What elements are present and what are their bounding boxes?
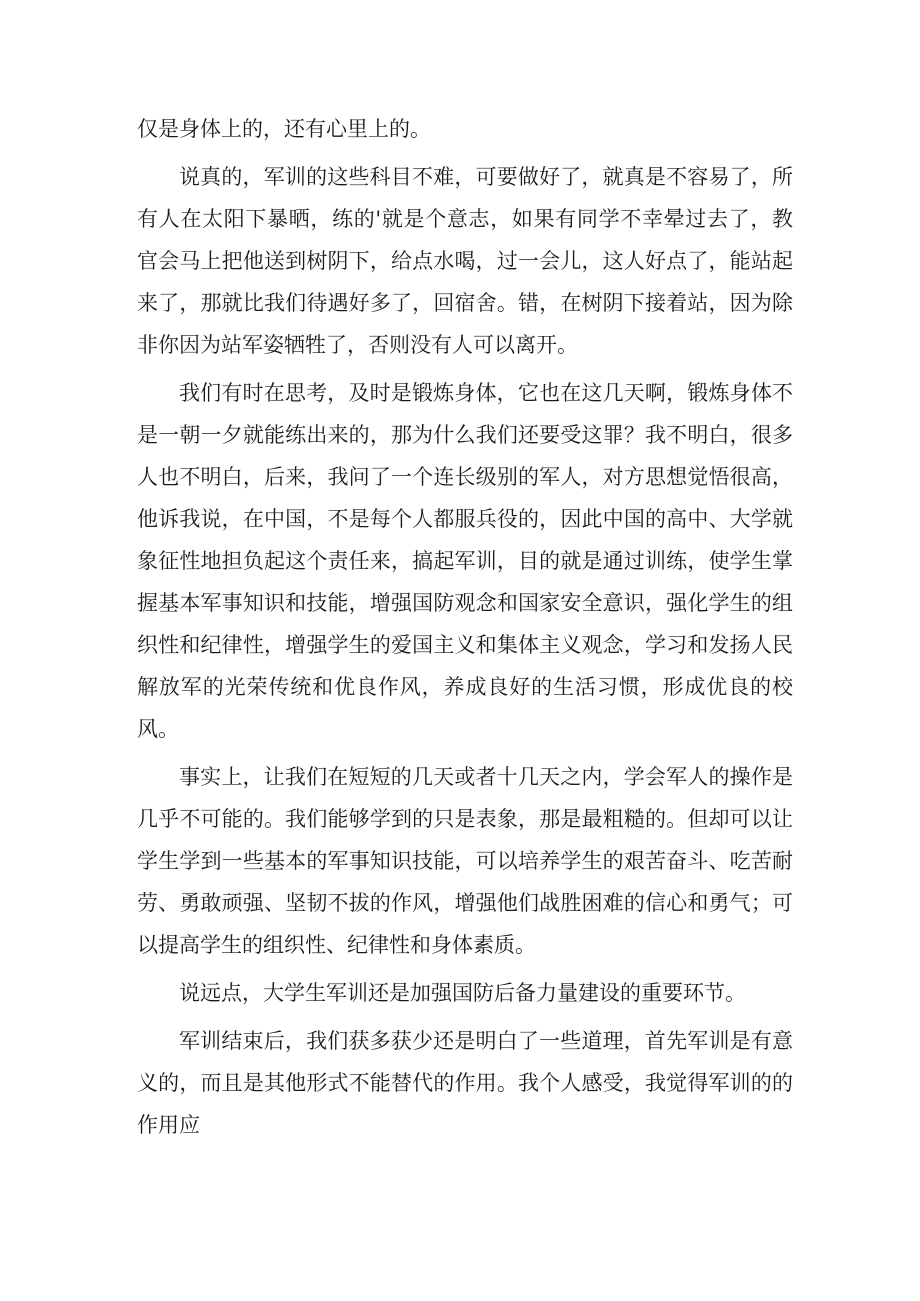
paragraph-purpose-of-training: 我们有时在思考，及时是锻炼身体，它也在这几天啊，锻炼身体不是一朝一夕就能练出来的，那为什么我们还要受这罪？我不明白，很多人也不明白，后来，我问了一个连长级别的军人，对方思想觉悟很高，他诉我说，在中国，不是每个人都服兵役的，因此中国的高中、大学就象征性地担负起这个责任来，搞起军训，目的就是通过训练，使学生掌握基本军事知识和技能，增强国防观念和国家安全意识，强化学生的组织性和纪律性，增强学生的爱国主义和集体主义观念，学习和发扬人民解放军的光荣传统和优良作风，养成良好的生活习惯，形成优良的校风。 [137,381,793,741]
paragraph-after-training: 军训结束后，我们获多获少还是明白了一些道理，首先军训是有意义的，而且是其他形式不能替代的作用。我个人感受，我觉得军训的的作用应 [137,1029,793,1137]
paragraph-what-we-learn: 事实上，让我们在短短的几天或者十几天之内，学会军人的操作是几乎不可能的。我们能够学到的只是表象，那是最粗糙的。但却可以让学生学到一些基本的军事知识技能，可以培养学生的艰苦奋斗、吃苦耐劳、勇敢顽强、坚韧不拔的作风，增强他们战胜困难的信心和勇气；可以提高学生的组织性、纪律性和身体素质。 [137,765,793,957]
paragraph-national-defense: 说远点，大学生军训还是加强国防后备力量建设的重要环节。 [179,981,746,1005]
paragraph-continuation: 仅是身体上的，还有心里上的。 [137,117,431,141]
document-body [137,108,793,1152]
paragraph-training-subjects: 说真的，军训的这些科目不难，可要做好了，就真是不容易了，所有人在太阳下暴晒，练的'就是个意志，如果有同学不幸晕过去了，教官会马上把他送到树阴下，给点水喝，过一会儿，这人好点了，能站起来了，那就比我们待遇好多了，回宿舍。错，在树阴下接着站，因为除非你因为站军姿牺牲了，否则没有人可以离开。 [137,165,793,357]
